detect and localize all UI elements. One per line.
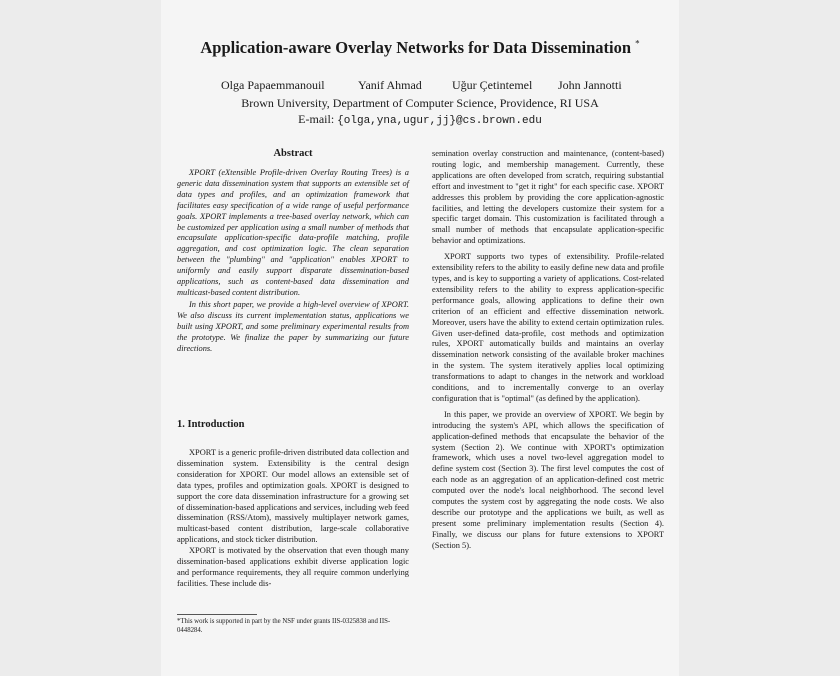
body-paragraph: In this paper, we provide an overview of XPORT. We begin by introducing the system's API, which allows the specification of application-defined methods that encapsulate the behavior of the system (Section 2). We continue with XPORT's optimization framework, which uses a novel two-level aggregation model to define system cost (Section 3). The first level computes the cost of each node as an aggregation of an application-defined cost metric computed over the node's local neighborhood. The second level computes the system cost by aggregating the node costs. We also describe our prototype and the applications we built, as well as present some preliminary implementation results (Section 4). Finally, we discuss our plans for future extensions to XPORT (Section 5). xyxy=(432,409,664,550)
intro-paragraph: XPORT is a generic profile-driven distributed data collection and dissemination system. Extensibility is the central design consideration for XPORT. Our model allows an extensible set of data types, profiles and optimization goals. XPORT is designed to support the core data dissemination infrastructure for a growing set of dissemination-based applications and services, including web feed dissemination (RSS/Atom), massively multiplayer network games, multicast-based content distribution, large-scale collaborative applications, and stock ticker distribution. xyxy=(177,448,409,545)
author: Olga Papaemmanouil xyxy=(221,78,325,92)
author: Yanif Ahmad xyxy=(358,78,422,92)
footnote: *This work is supported in part by the NSF under grants IIS-0325838 and IIS-0448284. xyxy=(177,618,391,634)
abstract-body xyxy=(177,168,409,354)
email-address: {olga,yna,ugur,jj}@cs.brown.edu xyxy=(337,115,542,127)
email-line xyxy=(161,112,679,127)
title-footnote-mark: * xyxy=(635,38,640,49)
introduction-heading: 1. Introduction xyxy=(177,419,245,430)
footnote-rule xyxy=(177,614,257,615)
intro-paragraph: XPORT is motivated by the observation that even though many dissemination-based applications exhibit diverse application logic and performance requirements, they all require common underlying facilities. These include dis- xyxy=(177,546,409,588)
abstract-paragraph: XPORT (eXtensible Profile-driven Overlay Routing Trees) is a generic data dissemination system that supports an extensible set of data types and profiles, and an optimization framework that facilitates easy specification of a wide range of useful performance goals. XPORT implements a tree-based overlay network, which can be customized per application using a small number of methods that encapsulate application-specific data-profile matching, profile aggregation, and cost optimization logic. The clean separation between the "plumbing" and "application" enables XPORT to uniformly and easily support disparate dissemination-based applications, such as content-based data dissemination and multicast-based content distribution. xyxy=(177,168,409,297)
right-column-body xyxy=(432,149,664,557)
paper-title xyxy=(161,38,679,58)
author: John Jannotti xyxy=(558,78,622,92)
email-label: E-mail: xyxy=(298,112,335,126)
paper-page xyxy=(161,0,679,676)
paper-title-text: Application-aware Overlay Networks for Data Dissemination xyxy=(200,38,632,57)
body-paragraph: XPORT supports two types of extensibility. Profile-related extensibility refers to the ability to easily define new data and profile types, and is key to supporting a variety of applications. Cost-related extensibility refers to the ability to express application-specific performance goals, allowing applications to define their own criterion of an efficient and effective dissemination network. Moreover, users have the ability to extend certain optimization rules. Given user-defined data-profile, cost methods and optimization rules, XPORT automatically builds and maintains an overlay dissemination network consisting of the available broker machines in the system. The system iteratively applies local optimizing transformations to adapt to changes in the network and workload conditions, and to incrementally converge to an overlay configuration that is "optimal" (as defined by the application). xyxy=(432,252,664,403)
abstract-heading: Abstract xyxy=(273,148,313,159)
abstract-paragraph: In this short paper, we provide a high-level overview of XPORT. We also discuss its current implementation status, applications we built using XPORT, and some preliminary experimental results from the prototype. We finalize the paper by summarizing our future directions. xyxy=(177,299,409,353)
author: Uğur Çetintemel xyxy=(452,78,533,92)
introduction-body xyxy=(177,448,409,590)
body-paragraph: semination overlay construction and maintenance, (content-based) routing logic, and membership management. Currently, these applications are often developed from scratch, requiring substantial effort and investment to "get it right" for each specific case. XPORT addresses this problem by providing the core application-agnostic facilities, and letting the developers customize their system for a specific target domain. This customization is facilitated through a small number of methods that encapsulate application-specific behavior and optimizations. xyxy=(432,149,664,246)
affiliation: Brown University, Department of Computer Science, Providence, RI USA xyxy=(241,96,599,110)
